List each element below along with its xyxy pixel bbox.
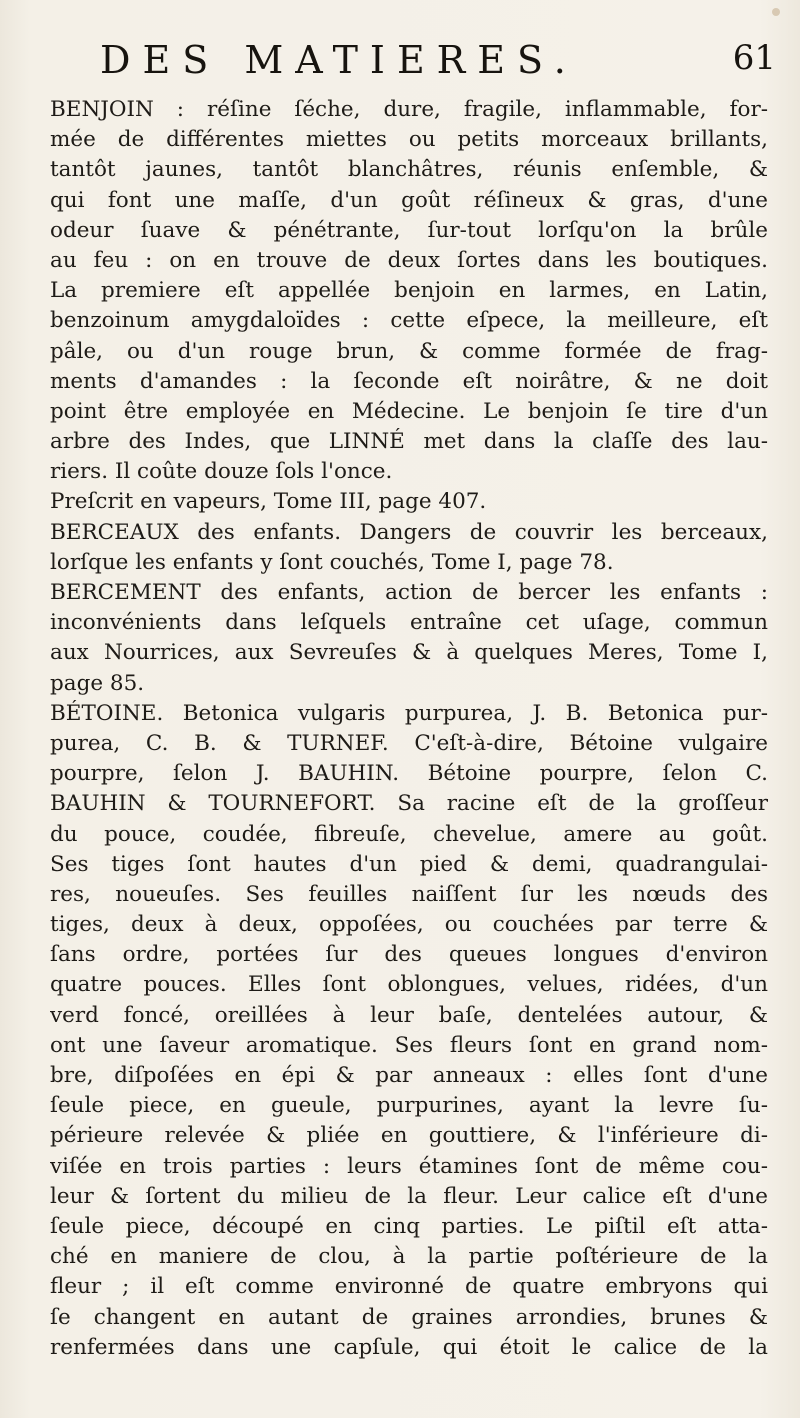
running-head: [100, 38, 780, 88]
text-line: ſans ordre, portées ſur des queues longues d'environ: [50, 942, 768, 968]
text-line: aux Nourrices, aux Sevreuſes & à quelques Meres, Tome I,: [50, 640, 768, 666]
text-line: benzoinum amygdaloïdes : cette eſpece, la meilleure, eſt: [50, 308, 768, 334]
text-line: BERCEMENT des enfants, action de bercer les enfants :: [50, 580, 768, 605]
text-line: res, noueuſes. Ses feuilles naiſſent ſur les nœuds des: [50, 881, 768, 907]
text-line: tiges, deux à deux, oppoſées, ou couchées par terre &: [50, 912, 768, 938]
text-line: ments d'amandes : la ſeconde eſt noirâtre, & ne doit: [50, 368, 768, 394]
text-line: arbre des Indes, que LINNÉ met dans la claſſe des lau-: [50, 429, 768, 455]
text-line: BENJOIN : réſine ſéche, dure, fragile, inflammable, for-: [50, 97, 768, 122]
text-line: périeure relevée & pliée en gouttiere, & l'inférieure di-: [50, 1123, 768, 1149]
text-line: purea, C. B. & TURNEF. C'eſt-à-dire, Bétoine vulgaire: [50, 730, 768, 756]
text-line: Ses tiges ſont hautes d'un pied & demi, quadrangulai-: [50, 851, 768, 877]
text-line: du pouce, coudée, fibreuſe, chevelue, amere au goût.: [50, 821, 768, 847]
text-line: au feu : on en trouve de deux ſortes dans les boutiques.: [50, 247, 768, 273]
text-line: leur & ſortent du milieu de la fleur. Leur calice eſt d'une: [50, 1183, 768, 1209]
text-line: La premiere eſt appellée benjoin en larmes, en Latin,: [50, 278, 768, 304]
ink-spot: [772, 8, 780, 16]
text-line: point être employée en Médecine. Le benjoin ſe tire d'un: [50, 398, 768, 424]
text-line: inconvénients dans leſquels entraîne cet uſage, commun: [50, 610, 768, 636]
text-line: lorſque les enfants y ſont couchés, Tome I, page 78.: [50, 549, 614, 575]
text-line: riers. Il coûte douze ſols l'once.: [50, 459, 393, 485]
text-line: verd foncé, oreillées à leur baſe, dentelées autour, &: [50, 1002, 768, 1028]
text-line: BÉTOINE. Betonica vulgaris purpurea, J. B. Betonica pur-: [50, 700, 768, 726]
text-line: fleur ; il eſt comme environné de quatre embryons qui: [50, 1274, 768, 1300]
text-line: pâle, ou d'un rouge brun, & comme formée de frag-: [50, 338, 768, 364]
text-line: odeur ſuave & pénétrante, ſur-tout lorſqu'on la brûle: [50, 217, 768, 243]
text-line: BERCEAUX des enfants. Dangers de couvrir les berceaux,: [50, 519, 768, 545]
text-line: BAUHIN & TOURNEFORT. Sa racine eſt de la groſſeur: [50, 791, 768, 817]
text-line: ſeule piece, découpé en cinq parties. Le piſtil eſt atta-: [50, 1213, 768, 1239]
text-line: Preſcrit en vapeurs, Tome III, page 407.: [50, 489, 487, 515]
text-line: ché en maniere de clou, à la partie poſtérieure de la: [50, 1244, 768, 1270]
text-line: ont une ſaveur aromatique. Ses fleurs ſont en grand nom-: [50, 1032, 768, 1058]
text-line: pourpre, ſelon J. BAUHIN. Bétoine pourpre, ſelon C.: [50, 761, 768, 787]
text-line: ſe changent en autant de graines arrondies, brunes &: [50, 1304, 768, 1330]
text-line: tantôt jaunes, tantôt blanchâtres, réunis enſemble, &: [50, 157, 768, 183]
text-line: viſée en trois parties : leurs étamines ſont de même cou-: [50, 1153, 768, 1179]
text-line: renfermées dans une capſule, qui étoit le calice de la: [50, 1334, 768, 1360]
running-title: DES MATIERES.: [100, 38, 578, 82]
text-line: page 85.: [50, 670, 145, 696]
text-line: bre, diſpoſées en épi & par anneaux : elles ſont d'une: [50, 1063, 768, 1088]
page-number: 61: [732, 38, 776, 78]
text-line: qui font une maſſe, d'un goût réſineux & gras, d'une: [50, 187, 768, 213]
text-line: mée de différentes miettes ou petits morceaux brillants,: [50, 127, 768, 153]
index-text: [50, 95, 768, 1363]
text-line: quatre pouces. Elles ſont oblongues, velues, ridées, d'un: [50, 972, 768, 998]
text-line: ſeule piece, en gueule, purpurines, ayant la levre ſu-: [50, 1093, 768, 1119]
